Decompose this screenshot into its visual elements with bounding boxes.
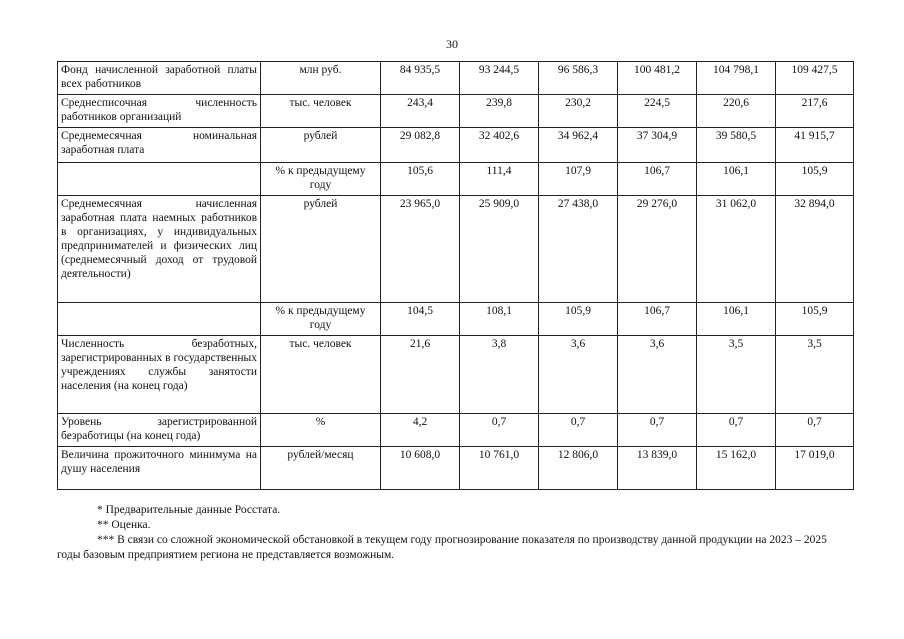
value-cell: 0,7: [539, 414, 618, 447]
value-cell: 105,9: [776, 163, 854, 196]
value-cell: 29 082,8: [381, 128, 460, 163]
value-cell: 31 062,0: [697, 196, 776, 303]
value-cell: 109 427,5: [776, 62, 854, 95]
value-cell: 25 909,0: [460, 196, 539, 303]
value-cell: 224,5: [618, 95, 697, 128]
indicator-name: Фонд начисленной заработной платы всех работников: [58, 62, 261, 95]
value-cell: 39 580,5: [697, 128, 776, 163]
value-cell: 93 244,5: [460, 62, 539, 95]
value-cell: 3,5: [776, 336, 854, 414]
footnotes: [57, 503, 853, 563]
indicator-unit: %: [261, 414, 381, 447]
value-cell: 37 304,9: [618, 128, 697, 163]
table-row: [58, 163, 854, 196]
value-cell: 0,7: [618, 414, 697, 447]
value-cell: 105,6: [381, 163, 460, 196]
indicator-name: Величина прожиточного минимума на душу населения: [58, 447, 261, 490]
indicators-table: [57, 61, 854, 490]
footnote-preliminary: * Предварительные данные Росстата.: [97, 504, 281, 516]
indicator-unit: рублей: [261, 196, 381, 303]
table-row: [58, 128, 854, 163]
value-cell: 10 608,0: [381, 447, 460, 490]
value-cell: 108,1: [460, 303, 539, 336]
value-cell: 17 019,0: [776, 447, 854, 490]
table-row: [58, 62, 854, 95]
value-cell: 105,9: [539, 303, 618, 336]
value-cell: 13 839,0: [618, 447, 697, 490]
value-cell: 3,8: [460, 336, 539, 414]
value-cell: 220,6: [697, 95, 776, 128]
value-cell: 23 965,0: [381, 196, 460, 303]
value-cell: 106,1: [697, 303, 776, 336]
footnote-forecast: *** В связи со сложной экономической обстановкой в текущем году прогнозирование показателя по производству данной продукции на 2023 – 2025 годы базовым предприятием региона не представляется возможным.: [57, 534, 827, 561]
table-row: [58, 336, 854, 414]
value-cell: 0,7: [697, 414, 776, 447]
value-cell: 34 962,4: [539, 128, 618, 163]
indicator-unit: млн руб.: [261, 62, 381, 95]
value-cell: 12 806,0: [539, 447, 618, 490]
value-cell: 3,5: [697, 336, 776, 414]
value-cell: 106,7: [618, 163, 697, 196]
value-cell: 105,9: [776, 303, 854, 336]
indicator-name: Среднесписочная численность работников организаций: [58, 95, 261, 128]
value-cell: 4,2: [381, 414, 460, 447]
value-cell: 15 162,0: [697, 447, 776, 490]
value-cell: 106,1: [697, 163, 776, 196]
value-cell: 32 402,6: [460, 128, 539, 163]
indicator-name: Среднемесячная начисленная заработная плата наемных работников в организациях, у индивидуальных предпринимателей и физических лиц (среднемесячный доход от трудовой деятельности): [58, 196, 261, 303]
table-row: [58, 95, 854, 128]
value-cell: 10 761,0: [460, 447, 539, 490]
value-cell: 27 438,0: [539, 196, 618, 303]
value-cell: 111,4: [460, 163, 539, 196]
value-cell: 104,5: [381, 303, 460, 336]
indicator-unit: рублей/месяц: [261, 447, 381, 490]
table-row: [58, 447, 854, 490]
value-cell: 41 915,7: [776, 128, 854, 163]
value-cell: 217,6: [776, 95, 854, 128]
value-cell: 106,7: [618, 303, 697, 336]
indicator-name: [58, 163, 261, 196]
indicator-name: Численность безработных, зарегистрированных в государственных учреждениях службы занятости населения (на конец года): [58, 336, 261, 414]
value-cell: 239,8: [460, 95, 539, 128]
indicator-name: Уровень зарегистрированной безработицы (на конец года): [58, 414, 261, 447]
table-row: [58, 196, 854, 303]
value-cell: 230,2: [539, 95, 618, 128]
indicator-unit: % к предыдущему году: [261, 303, 381, 336]
value-cell: 0,7: [460, 414, 539, 447]
value-cell: 84 935,5: [381, 62, 460, 95]
page-number: 30: [446, 37, 458, 51]
indicator-unit: тыс. человек: [261, 336, 381, 414]
value-cell: 0,7: [776, 414, 854, 447]
value-cell: 3,6: [539, 336, 618, 414]
indicator-unit: тыс. человек: [261, 95, 381, 128]
table-row: [58, 414, 854, 447]
value-cell: 104 798,1: [697, 62, 776, 95]
value-cell: 243,4: [381, 95, 460, 128]
value-cell: 100 481,2: [618, 62, 697, 95]
value-cell: 107,9: [539, 163, 618, 196]
indicator-unit: % к предыдущему году: [261, 163, 381, 196]
indicator-name: [58, 303, 261, 336]
footnote-estimate: ** Оценка.: [97, 519, 151, 531]
indicator-unit: рублей: [261, 128, 381, 163]
value-cell: 21,6: [381, 336, 460, 414]
value-cell: 32 894,0: [776, 196, 854, 303]
value-cell: 96 586,3: [539, 62, 618, 95]
indicator-name: Среднемесячная номинальная заработная плата: [58, 128, 261, 163]
value-cell: 3,6: [618, 336, 697, 414]
table-row: [58, 303, 854, 336]
value-cell: 29 276,0: [618, 196, 697, 303]
